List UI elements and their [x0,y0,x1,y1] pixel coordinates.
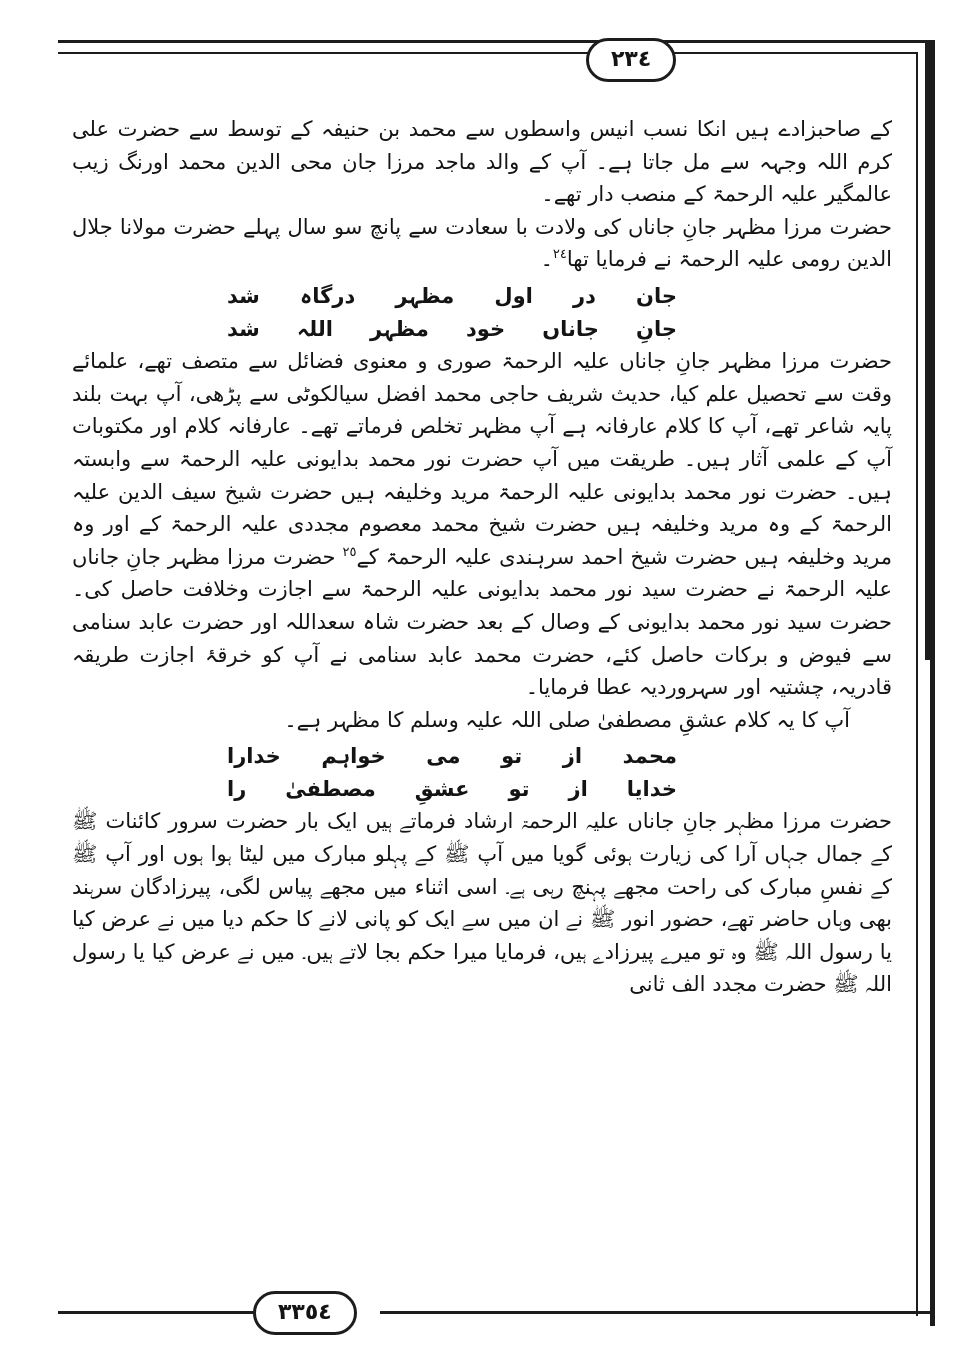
verse-2-line-2 [227,773,677,806]
verse-word: شد [227,316,260,341]
verse-word: تو [508,776,530,801]
footnote-ref-25: ٢٥ [342,544,357,560]
verse-word: مظہر [395,283,455,308]
verse-1-line-2 [227,313,677,346]
verse-word: خدایا [626,776,677,801]
verse-word: می [426,744,461,769]
bottom-rule-right [380,1311,932,1314]
verse-word: را [227,776,247,801]
page-number-bottom: ٣٣٥٤ [253,1291,357,1335]
page-number-top: ٢٣٤ [586,38,676,82]
paragraph-3-continuation: حضرت مرزا مظہر جانِ جاناں علیہ الرحمۃ نے حضرت سید نور محمد بدایونی علیہ الرحمۃ سے اجازت وخلافت حاصل کی۔ حضرت سید نور محمد بدایونی کے وصال کے بعد حضرت شاہ سعداللہ اور حضرت عابد سنامی سے فیوض و برکات حاصل کئے، حضرت محمد عابد سنامی نے آپ کو خرقۂ اجازت طریقہ قادریہ، چشتیہ اور سہروردیہ عطا فرمایا۔ [72,544,892,700]
verse-1-line-1 [227,280,677,313]
paragraph-3 [72,345,892,704]
paragraph-3-text: حضرت مرزا مظہر جانِ جاناں علیہ الرحمۃ صوری و معنوی فضائل سے متصف تھے، علمائے وقت سے تحصیل علم کیا، حدیث شریف حاجی محمد افضل سیالکوٹی سے پڑھی، آپ بہت بلند پایہ شاعر تھے، آپ کا کلام عارفانہ ہے آپ مظہر تخلص فرماتے تھے۔ عارفانہ کلام اور مکتوبات آپ کے علمی آثار ہیں۔ طریقت میں آپ حضرت نور محمد بدایونی علیہ الرحمۃ سے وابستہ ہیں۔ حضرت نور محمد بدایونی علیہ الرحمۃ مرید وخلیفہ ہیں حضرت شیخ سیف الدین علیہ الرحمۃ کے وہ مرید وخلیفہ ہیں حضرت شیخ محمد معصوم مجددی علیہ الرحمۃ کے اور وہ مرید وخلیفہ ہیں حضرت شیخ احمد سرہندی علیہ الرحمۃ کے [72,349,892,569]
page-body [72,113,892,1001]
verse-word: جانِ [636,316,677,341]
paragraph-4: آپ کا یہ کلام عشقِ مصطفیٰ صلی اللہ علیہ وسلم کا مظہر ہے۔ [284,707,850,732]
verse-word: مظہر [370,316,429,341]
verse-word: تو [501,744,523,769]
verse-word: از [568,776,588,801]
verse-word: مصطفیٰ [285,776,376,801]
verse-word: جان [636,283,677,308]
verse-word: محمد [622,744,677,769]
page-frame-edge [925,40,931,660]
footnote-ref-24: ٢٤ [552,247,567,263]
verse-word: خود [466,316,506,341]
verse-word: جاناں [542,316,599,341]
verse-word: خدارا [227,744,281,769]
bottom-rule-left [58,1311,253,1314]
paragraph-2-text: حضرت مرزا مظہر جانِ جاناں کی ولادت با سعادت سے پانچ سو سال پہلے حضرت مولانا جلال الدین رومی علیہ الرحمۃ نے فرمایا تھا [72,214,892,272]
verse-word: درگاہ [299,283,356,308]
paragraph-2: حضرت مرزا مظہر جانِ جاناں کی ولادت با سعادت سے پانچ سو سال پہلے حضرت مولانا جلال الدین رومی علیہ الرحمۃ نے فرمایا تھا$^{٢٤}$۔ [72,214,892,272]
verse-2-line-1 [227,740,677,773]
verse-word: از [562,744,583,769]
verse-word: عشقِ [414,776,470,801]
verse-word: اللہ [296,316,333,341]
verse-word: خواہم [321,744,386,769]
verse-word: شد [227,283,260,308]
verse-word: در [573,283,596,308]
paragraph-5: حضرت مرزا مظہر جانِ جاناں علیہ الرحمۃ ارشاد فرماتے ہیں ایک بار حضرت سرور کائنات ﷺ کے جمال جہاں آرا کی زیارت ہوئی گویا میں آپ ﷺ کے پہلو مبارک میں لیٹا ہوا ہوں اور آپ ﷺ کے نفسِ مبارک کی راحت مجھے پہنچ رہی ہے۔ اسی اثناء میں مجھے پیاس لگی، پیرزادگان سرہند بھی وہاں حاضر تھے، حضور انور ﷺ نے ان میں سے ایک کو پانی لانے کا حکم دیا میں نے عرض کیا یا رسول اللہ ﷺ وہ تو میرے پیرزادے ہیں، فرمایا میرا حکم بجا لاتے ہیں۔ میں نے عرض کیا یا رسول اللہ ﷺ حضرت مجدد الف ثانی [72,809,892,997]
paragraph-1: کے صاحبزادے ہیں انکا نسب انیس واسطوں سے محمد بن حنیفہ کے توسط سے حضرت علی کرم اللہ وجہہ سے مل جاتا ہے۔ آپ کے والد ماجد مرزا جان محی الدین محمد اورنگ زیب عالمگیر علیہ الرحمۃ کے منصب دار تھے۔ [72,117,892,207]
verse-word: اول [494,283,533,308]
